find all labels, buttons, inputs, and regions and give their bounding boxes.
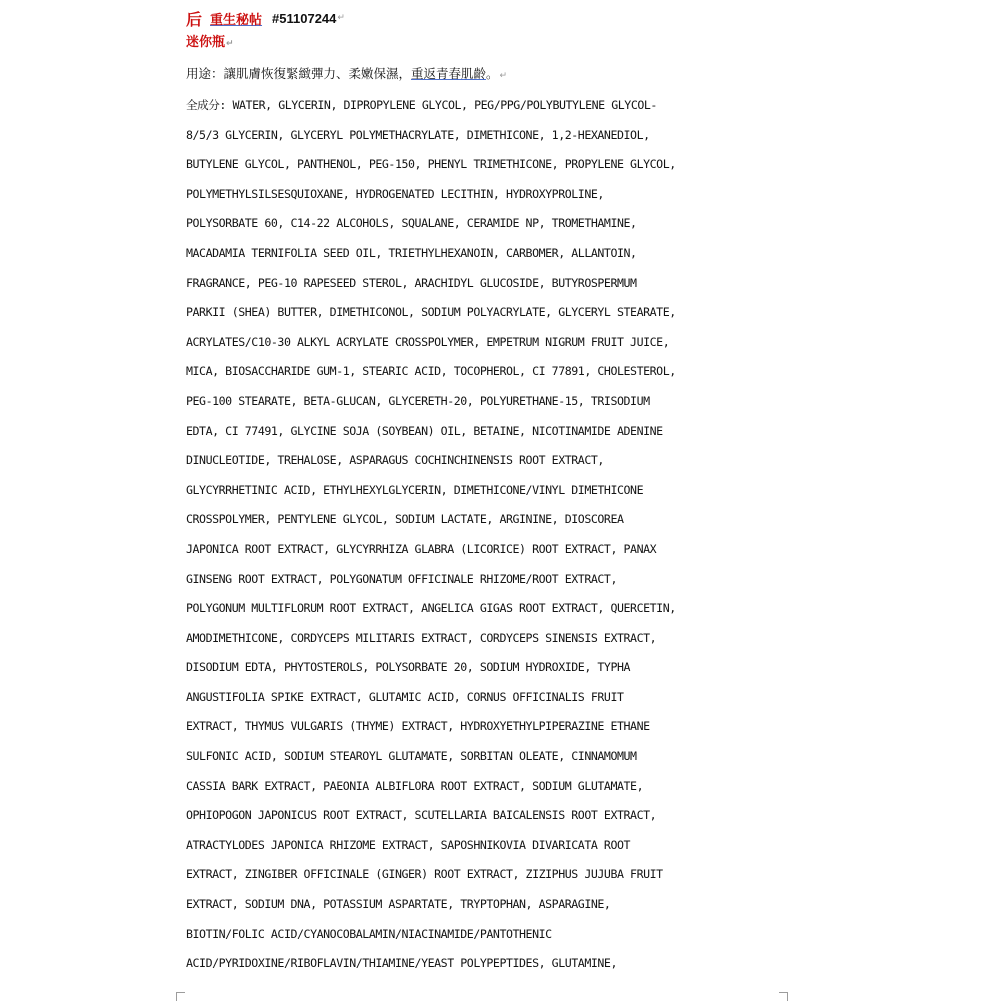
ingredients-line: EDTA, CI 77491, GLYCINE SOJA (SOYBEAN) OIL, BETAINE, NICOTINAMIDE ADENINE	[186, 423, 663, 438]
ingredients-line: CROSSPOLYMER, PENTYLENE GLYCOL, SODIUM LACTATE, ARGININE, DIOSCOREA	[186, 512, 624, 527]
ingredients-line: ATRACTYLODES JAPONICA RHIZOME EXTRACT, SAPOSHNIKOVIA DIVARICATA ROOT	[186, 837, 631, 852]
ingredients-line: MICA, BIOSACCHARIDE GUM-1, STEARIC ACID, TOCOPHEROL, CI 77891, CHOLESTEROL,	[186, 364, 676, 379]
subtitle-text: 迷你瓶	[186, 35, 226, 50]
ingredients-line: PEG-100 STEARATE, BETA-GLUCAN, GLYCERETH-20, POLYURETHANE-15, TRISODIUM	[186, 393, 650, 408]
ingredients-line: 8/5/3 GLYCERIN, GLYCERYL POLYMETHACRYLATE, DIMETHICONE, 1,2-HEXANEDIOL,	[186, 127, 650, 142]
ingredients-line: SULFONIC ACID, SODIUM STEAROYL GLUTAMATE, SORBITAN OLEATE, CINNAMOMUM	[186, 749, 637, 764]
ingredients-line: DISODIUM EDTA, PHYTOSTEROLS, POLYSORBATE 20, SODIUM HYDROXIDE, TYPHA	[186, 660, 631, 675]
usage-suffix: 。	[486, 66, 499, 81]
ingredients-line: POLYGONUM MULTIFLORUM ROOT EXTRACT, ANGELICA GIGAS ROOT EXTRACT, QUERCETIN,	[186, 601, 676, 616]
ingredients-line: EXTRACT, THYMUS VULGARIS (THYME) EXTRACT, HYDROXYETHYLPIPERAZINE ETHANE	[186, 719, 650, 734]
ingredients-line: 全成分: WATER, GLYCERIN, DIPROPYLENE GLYCOL, PEG/PPG/POLYBUTYLENE GLYCOL-	[186, 98, 657, 112]
ingredients-line: ANGUSTIFOLIA SPIKE EXTRACT, GLUTAMIC ACID, CORNUS OFFICINALIS FRUIT	[186, 689, 624, 704]
ingredients-line: EXTRACT, ZINGIBER OFFICINALE (GINGER) ROOT EXTRACT, ZIZIPHUS JUJUBA FRUIT	[186, 867, 663, 882]
ingredients-line: PARKII (SHEA) BUTTER, DIMETHICONOL, SODIUM POLYACRYLATE, GLYCERYL STEARATE,	[186, 305, 676, 320]
ingredients-line: DINUCLEOTIDE, TREHALOSE, ASPARAGUS COCHINCHINENSIS ROOT EXTRACT,	[186, 453, 604, 468]
product-code: #51107244	[272, 10, 337, 26]
ingredients-line: POLYMETHYLSILSESQUIOXANE, HYDROGENATED LECITHIN, HYDROXYPROLINE,	[186, 186, 604, 201]
usage-description	[186, 64, 507, 84]
ingredients-line: BIOTIN/FOLIC ACID/CYANOCOBALAMIN/NIACINAMIDE/PANTOTHENIC	[186, 926, 552, 941]
ingredients-line: BUTYLENE GLYCOL, PANTHENOL, PEG-150, PHENYL TRIMETHICONE, PROPYLENE GLYCOL,	[186, 157, 676, 172]
brand-name: 重生秘帖	[210, 12, 263, 28]
product-header	[186, 7, 345, 29]
ingredients-line: GLYCYRRHETINIC ACID, ETHYLHEXYLGLYCERIN, DIMETHICONE/VINYL DIMETHICONE	[186, 482, 644, 497]
brand-logo: 后	[186, 9, 203, 29]
paragraph-mark-icon: ↵	[226, 39, 234, 49]
usage-prefix: 用途：讓肌膚恢復緊緻彈力、柔嫩保濕，	[186, 66, 412, 81]
product-size-label	[186, 34, 234, 52]
ingredients-line: AMODIMETHICONE, CORDYCEPS MILITARIS EXTRACT, CORDYCEPS SINENSIS EXTRACT,	[186, 630, 657, 645]
paragraph-mark-icon: ↵	[499, 71, 508, 81]
ingredients-line: POLYSORBATE 60, C14-22 ALCOHOLS, SQUALANE, CERAMIDE NP, TROMETHAMINE,	[186, 216, 637, 231]
ingredients-line: OPHIOPOGON JAPONICUS ROOT EXTRACT, SCUTELLARIA BAICALENSIS ROOT EXTRACT,	[186, 808, 657, 823]
usage-underlined-phrase: 重返青春肌齡	[411, 66, 487, 81]
ingredients-line: ACRYLATES/C10-30 ALKYL ACRYLATE CROSSPOLYMER, EMPETRUM NIGRUM FRUIT JUICE,	[186, 334, 670, 349]
ingredients-list	[186, 94, 786, 982]
ingredients-line: EXTRACT, SODIUM DNA, POTASSIUM ASPARTATE, TRYPTOPHAN, ASPARAGINE,	[186, 897, 611, 912]
ingredients-line: FRAGRANCE, PEG-10 RAPESEED STEROL, ARACHIDYL GLUCOSIDE, BUTYROSPERMUM	[186, 275, 637, 290]
ingredients-line: MACADAMIA TERNIFOLIA SEED OIL, TRIETHYLHEXANOIN, CARBOMER, ALLANTOIN,	[186, 245, 637, 260]
paragraph-mark-icon: ↵	[337, 13, 345, 23]
ingredients-line: ACID/PYRIDOXINE/RIBOFLAVIN/THIAMINE/YEAST POLYPEPTIDES, GLUTAMINE,	[186, 956, 617, 971]
ingredients-line: GINSENG ROOT EXTRACT, POLYGONATUM OFFICINALE RHIZOME/ROOT EXTRACT,	[186, 571, 617, 586]
ingredients-line: JAPONICA ROOT EXTRACT, GLYCYRRHIZA GLABRA (LICORICE) ROOT EXTRACT, PANAX	[186, 541, 657, 556]
ingredients-line: CASSIA BARK EXTRACT, PAEONIA ALBIFLORA ROOT EXTRACT, SODIUM GLUTAMATE,	[186, 778, 644, 793]
